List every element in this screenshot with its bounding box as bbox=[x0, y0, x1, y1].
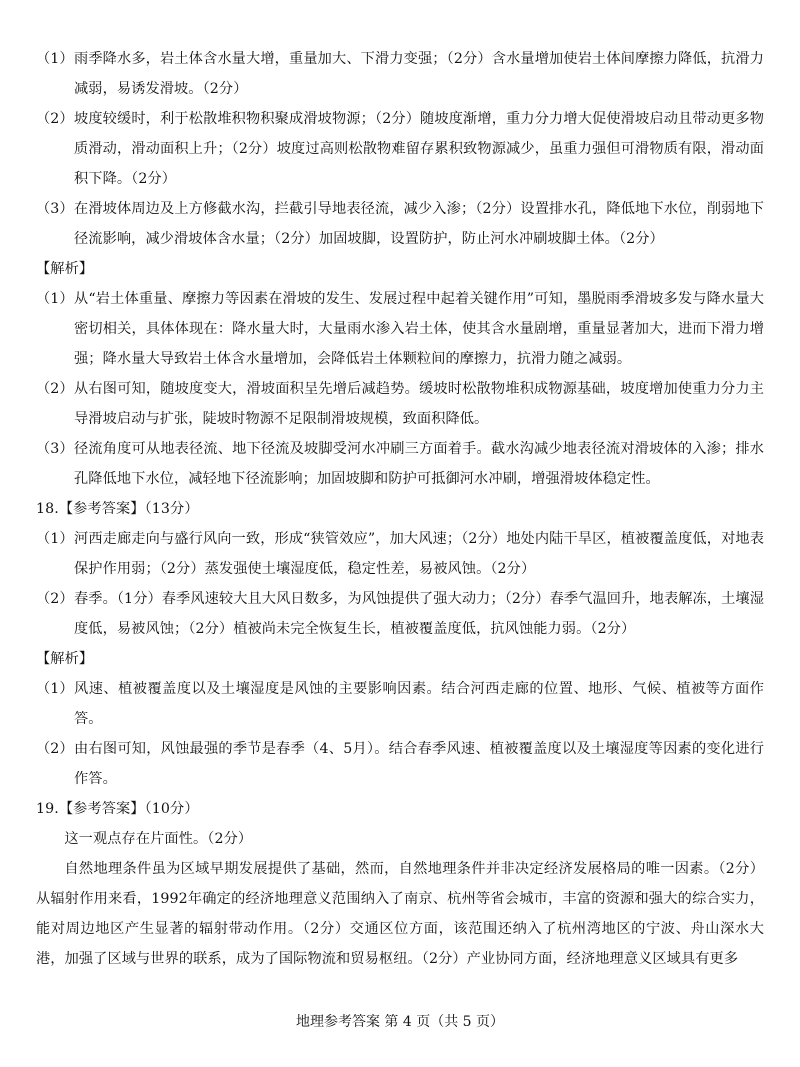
q19-paragraph-2: 自然地理条件虽为区域早期发展提供了基础，然而，自然地理条件并非决定经济发展格局的唯一因素。（2分）从辐射作用来看，1992年确定的经济地理意义范围纳入了南京、杭州等省会城市，丰富的资源和强大的综合实力，能对周边地区产生显著的辐射带动作用。（2分）交通区位方面，该范围还纳入了杭州湾地区的宁波、舟山深水大港，加强了区域与世界的联系，成为了国际物流和贸易枢纽。（2分）产业协同方面，经济地理意义区域具有更多 bbox=[36, 861, 764, 967]
item-number: （2） bbox=[36, 111, 74, 127]
item-text: 风速、植被覆盖度以及土壤湿度是风蚀的主要影响因素。结合河西走廊的位置、地形、气候、植被等方面作答。 bbox=[74, 681, 764, 727]
q18-analysis-item-1 bbox=[36, 674, 764, 734]
item-number: （1） bbox=[36, 291, 74, 307]
item-number: （1） bbox=[36, 531, 74, 547]
q17-analysis-item-2 bbox=[36, 374, 764, 434]
answer-body bbox=[36, 44, 764, 974]
item-text: 径流角度可从地表径流、地下径流及坡脚受河水冲刷三方面着手。截水沟减少地表径流对滑坡体的入渗；排水孔降低地下水位，减轻地下径流影响；加固坡脚和防护可抵御河水冲刷，增强滑坡体稳定性。 bbox=[74, 441, 764, 487]
item-number: （2） bbox=[36, 381, 74, 397]
item-text: 雨季降水多，岩土体含水量大增，重量加大、下滑力变强；（2分）含水量增加使岩土体间摩擦力降低，抗滑力减弱，易诱发滑坡。（2分） bbox=[74, 51, 764, 97]
q17-answer-item-2 bbox=[36, 104, 764, 194]
q18-header: 18.【参考答案】（13分） bbox=[36, 501, 199, 517]
item-text: 从右图可知，随坡度变大，滑坡面积呈先增后减趋势。缓坡时松散物堆积成物源基础，坡度增加使重力分力主导滑坡启动与扩张，陡坡时物源不足限制滑坡规模，致面积降低。 bbox=[74, 381, 764, 427]
item-number: （2） bbox=[36, 591, 74, 607]
item-number: （1） bbox=[36, 681, 74, 697]
item-text: 从“岩土体重量、摩擦力等因素在滑坡的发生、发展过程中起着关键作用”可知，墨脱雨季滑坡多发与降水量大密切相关，具体体现在：降水量大时，大量雨水渗入岩土体，使其含水量剧增，重量显著加大，进而下滑力增强；降水量大导致岩土体含水量增加，会降低岩土体颗粒间的摩擦力，抗滑力随之减弱。 bbox=[74, 291, 764, 367]
q17-analysis-item-3 bbox=[36, 434, 764, 494]
q19-paragraph-1: 这一观点存在片面性。（2分） bbox=[64, 831, 253, 847]
page-footer: 地理参考答案 第 4 页（共 5 页） bbox=[295, 1014, 505, 1030]
q17-analysis-header: 【解析】 bbox=[36, 261, 94, 277]
item-text: 坡度较缓时，利于松散堆积物积聚成滑坡物源；（2分）随坡度渐增，重力分力增大促使滑坡启动且带动更多物质滑动，滑动面积上升；（2分）坡度过高则松散物难留存累积致物源减少，虽重力强但可滑物质有限，滑动面积下降。（2分） bbox=[74, 111, 764, 187]
item-number: （2） bbox=[36, 741, 74, 757]
q18-answer-item-2 bbox=[36, 584, 764, 644]
item-number: （3） bbox=[36, 441, 74, 457]
item-text: 春季。（1分）春季风速较大且大风日数多，为风蚀提供了强大动力；（2分）春季气温回升，地表解冻，土壤湿度低，易被风蚀；（2分）植被尚未完全恢复生长，植被覆盖度低，抗风蚀能力弱。（2分） bbox=[74, 591, 764, 637]
q19-header: 19.【参考答案】（10分） bbox=[36, 801, 199, 817]
q17-analysis-item-1 bbox=[36, 284, 764, 374]
item-number: （1） bbox=[36, 51, 74, 67]
item-text: 由右图可知，风蚀最强的季节是春季（4、5月）。结合春季风速、植被覆盖度以及土壤湿度等因素的变化进行作答。 bbox=[74, 741, 764, 787]
q18-analysis-item-2 bbox=[36, 734, 764, 794]
item-text: 河西走廊走向与盛行风向一致，形成“狭管效应”，加大风速；（2分）地处内陆干旱区，植被覆盖度低，对地表保护作用弱；（2分）蒸发强使土壤湿度低，稳定性差，易被风蚀。（2分） bbox=[74, 531, 764, 577]
q17-answer-item-3 bbox=[36, 194, 764, 254]
q17-answer-item-1 bbox=[36, 44, 764, 104]
q18-analysis-header: 【解析】 bbox=[36, 651, 94, 667]
item-text: 在滑坡体周边及上方修截水沟，拦截引导地表径流，减少入渗；（2分）设置排水孔，降低地下水位，削弱地下径流影响，减少滑坡体含水量；（2分）加固坡脚，设置防护，防止河水冲刷坡脚土体。（2分） bbox=[74, 201, 764, 247]
q18-answer-item-1 bbox=[36, 524, 764, 584]
item-number: （3） bbox=[36, 201, 74, 217]
